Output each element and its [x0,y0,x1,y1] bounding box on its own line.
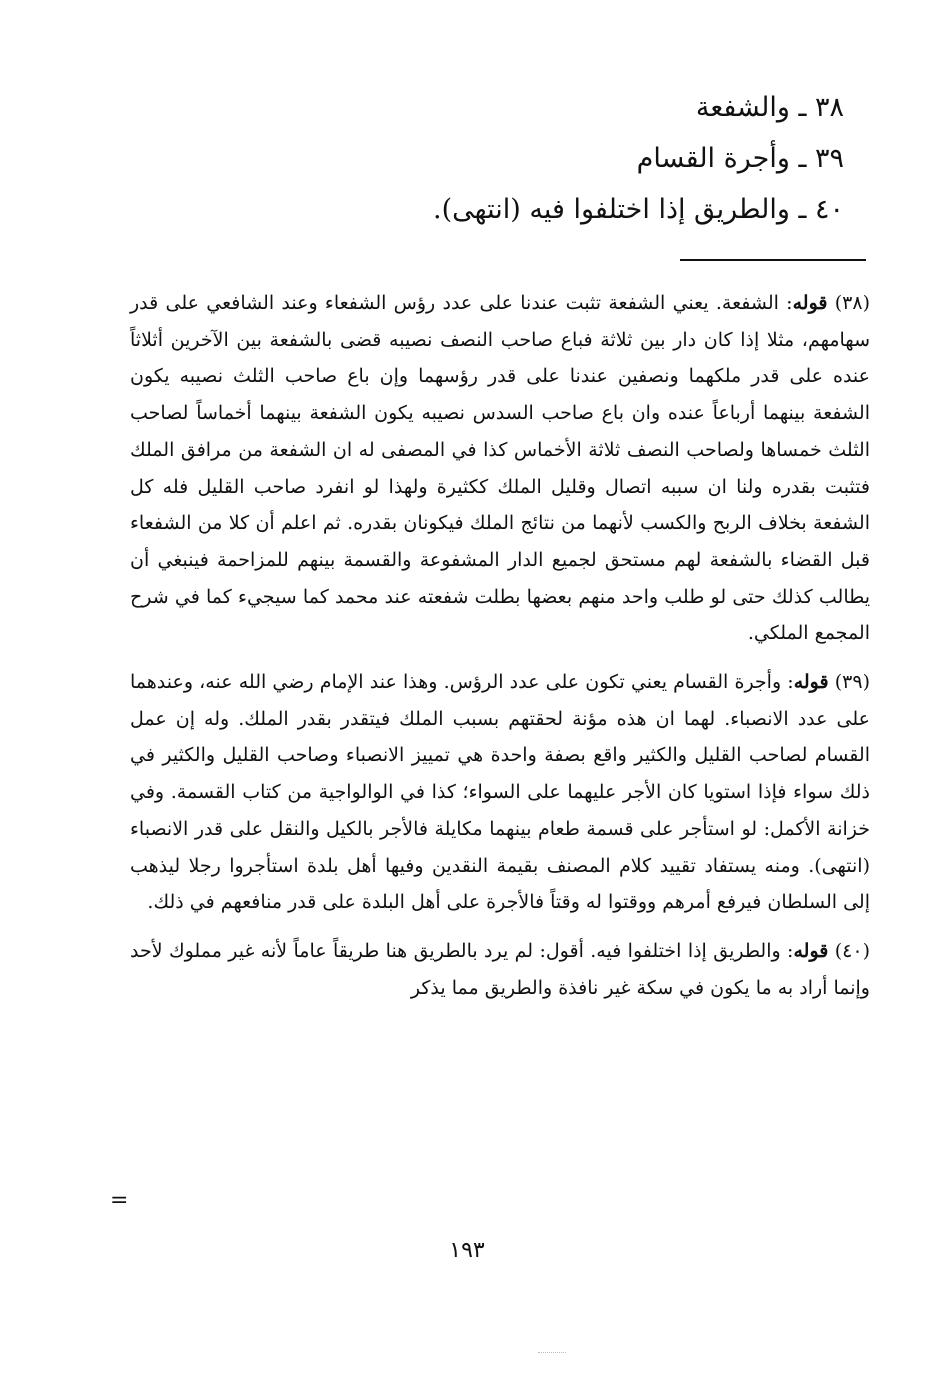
page-number: ١٩٣ [449,1238,485,1263]
footnote-divider [680,259,866,261]
note-number: (٣٩) [834,671,870,694]
list-item-number: ٣٨ [814,92,844,123]
matn-list [284,82,844,235]
commentary-notes [130,285,870,1018]
continuation-mark: = [110,1188,129,1213]
list-item-separator: ـ [789,143,815,174]
note-text: : وأجرة القسام يعني تكون على عدد الرؤس. وهذا عند الإمام رضي الله عنه، وعندهما على عدد الانصباء. لهما ان هذه مؤنة لحقتهم بسبب الملك فيتقدر بقدر الملك. وله إن عمل القسام لصاحب القليل والكثير واقع بصفة واحدة هي تمييز الانصباء وصاحب القليل والكثير في ذلك سواء فإذا استويا كان الأجر عليهما على السواء؛ كذا في الوالواجية من كتاب القسمة. وفي خزانة الأكمل: لو استأجر على قسمة طعام بينهما مكايلة فالأجر بالكيل والنقل على قدر الانصباء (انتهى). ومنه يستفاد تقييد كلام المصنف بقيمة النقدين وفيها أهل بلدة استأجروا رجلا ليذهب إلى السلطان فيرفع أمرهم ووقتوا له وقتاً فالأجرة على أهل البلدة على قدر منافعهم في ذلك. [130,671,870,914]
note-number: (٣٨) [834,292,871,314]
list-item [284,184,844,235]
commentary-note [130,285,870,652]
note-text: : والطريق إذا اختلفوا فيه. أقول: لم يرد بالطريق هنا طريقاً عاماً لأنه غير مملوك لأحد وإنما أراد به ما يكون في سكة غير نافذة والطريق مما يذكر [130,939,870,999]
list-item-number: ٤٠ [814,194,844,225]
note-keyword: قوله [793,671,829,694]
list-item-text: والشفعة [695,92,790,123]
note-text: : الشفعة. يعني الشفعة تثبت عندنا على عدد رؤس الشفعاء وعند الشافعي على قدر سهامهم، مثلا إذا كان دار بين ثلاثة فباع صاحب النصف نصيبه قضى بالشفعة بين الآخرين أثلاثاً عنده على قدر ملكهما ونصفين عندنا على قدر رؤسهما وإن باع صاحب الثلث نصيبه يكون الشفعة بينهما أرباعاً عنده وان باع صاحب السدس نصيبه يكون الشفعة بينهما أخماساً لصاحب الثلث خمساها ولصاحب النصف ثلاثة الأخماس كذا في المصفى له ان الشفعة من مرافق الملك فتثبت بقدره ولنا ان سببه اتصال وقليل الملك ككثيرة ولهذا لو انفرد صاحب القليل فله كل الشفعة بخلاف الربح والكسب لأنهما من نتائج الملك فيكونان بقدره. ثم اعلم أن كلا من الشفعاء قبل القضاء بالشفعة لهم مستحق لجميع الدار المشفوعة والقسمة بينهم للمزاحمة فينبغي أن يطالب كذلك حتى لو طلب واحد منهم بعضها بطلت شفعته عند محمد كما سيجيء كما في شرح المجمع الملكي. [130,292,870,645]
list-item-separator: ـ [789,194,815,225]
note-keyword: قوله [793,939,829,962]
list-item-text: وأجرة القسام [636,143,790,174]
list-item [284,133,844,184]
note-number: (٤٠) [834,939,870,962]
list-item-number: ٣٩ [814,143,844,174]
scan-artifact [538,1352,566,1353]
list-item-separator: ـ [789,92,815,123]
note-keyword: قوله [792,292,828,314]
list-item-text: والطريق إذا اختلفوا فيه (انتهى). [433,194,790,225]
commentary-note [130,664,870,921]
commentary-note [130,933,870,1006]
list-item [284,82,844,133]
